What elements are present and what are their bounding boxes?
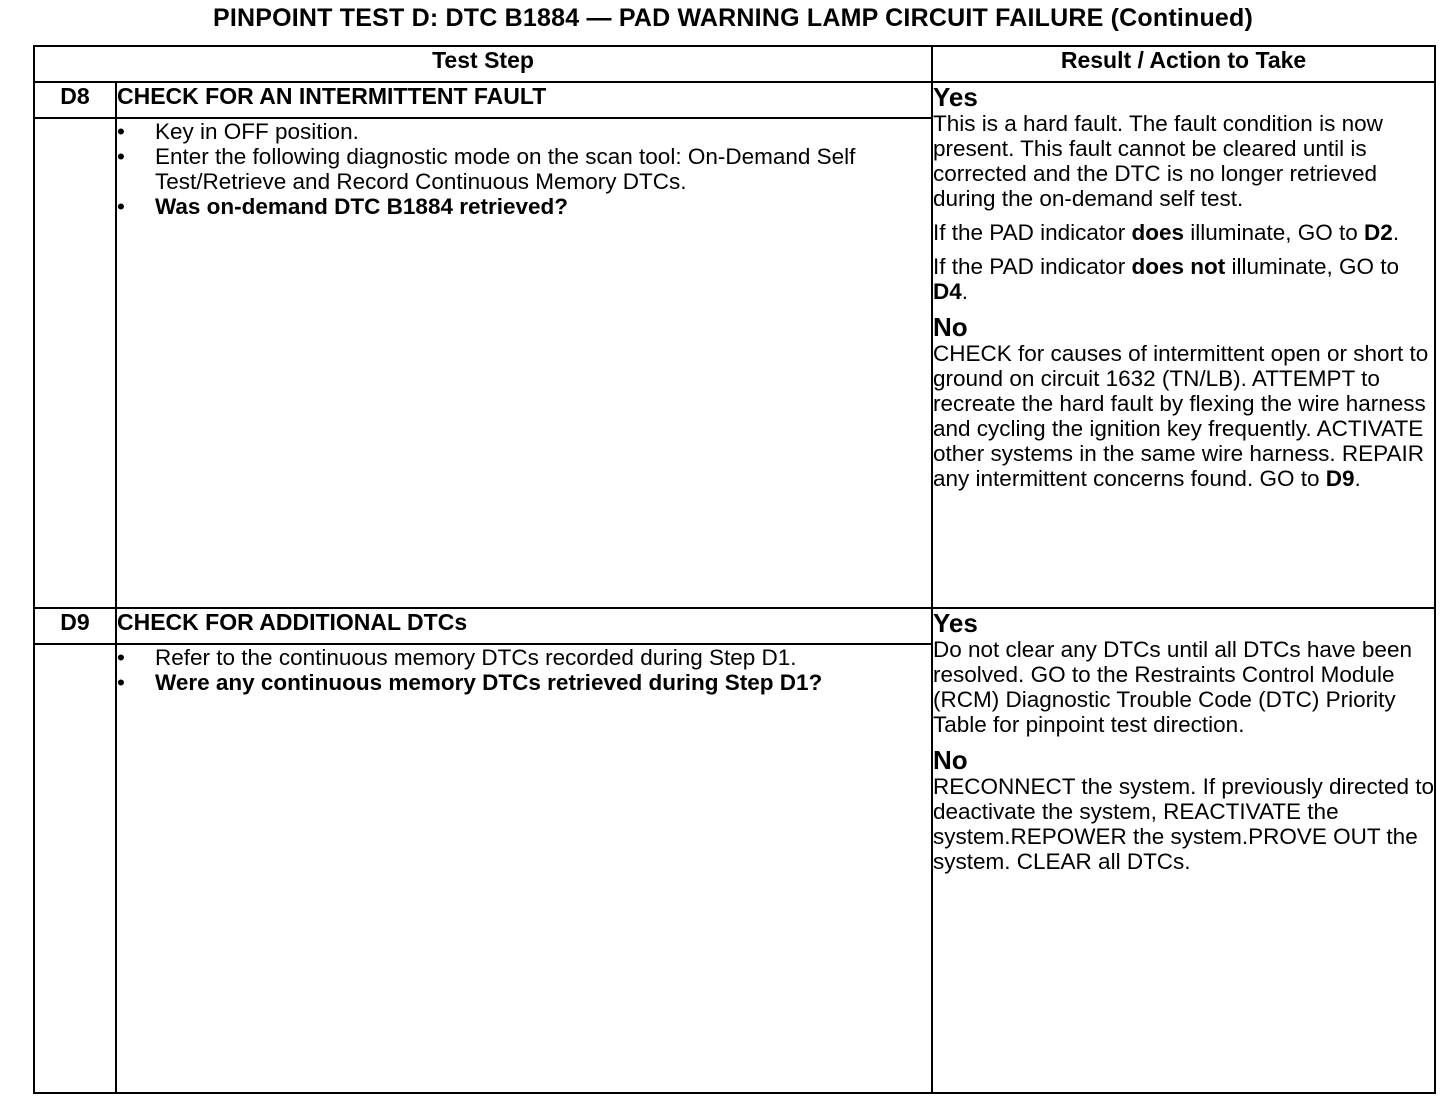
no-label: No [933,312,968,343]
list-item: • Refer to the continuous memory DTCs recorded during Step D1. [117,644,797,670]
step-instructions [116,118,932,607]
pinpoint-test-table [33,45,1436,1094]
step-id-spacer [34,644,116,1093]
step-instructions [116,644,932,1093]
header-result: Result / Action to Take [932,46,1435,82]
yes-label: Yes [933,82,978,113]
list-item: • Was on-demand DTC B1884 retrieved? [117,194,569,220]
step-title: CHECK FOR ADDITIONAL DTCs [116,608,932,644]
page-title: PINPOINT TEST D: DTC B1884 — PAD WARNING LAMP CIRCUIT FAILURE (Continued) [212,4,1254,32]
yes-text: Do not clear any DTCs until all DTCs have been resolved. GO to the Restraints Control Module (RCM) Diagnostic Trouble Code (DTC) Priority Table for pinpoint test direction. [933,636,1412,737]
no-text: RECONNECT the system. If previously directed to deactivate the system, REACTIVATE the system.REPOWER the system.PROVE OUT the system. CLEAR all DTCs. [933,773,1435,874]
yes-text: This is a hard fault. The fault condition is now present. This fault cannot be cleared until is corrected and the DTC is no longer retrieved during the on-demand self test. [933,111,1383,212]
step-result-cell [932,82,1435,608]
yes-label: Yes [933,607,978,638]
yes-goto-d2: If the PAD indicator does illuminate, GO to D2. [933,220,1400,246]
step-title-row [34,82,1435,118]
list-item: • Were any continuous memory DTCs retrieved during Step D1? [117,669,823,695]
bullet-icon: • [117,144,125,170]
bullet-icon: • [117,669,125,695]
header-test-step: Test Step [34,46,932,82]
no-label: No [933,744,968,775]
step-title: CHECK FOR AN INTERMITTENT FAULT [116,82,932,118]
step-id: D9 [34,608,116,644]
bullet-icon: • [117,194,125,220]
table-header-row [34,46,1435,82]
yes-goto-d4: If the PAD indicator does not illuminate, GO to D4. [933,254,1400,305]
step-result-cell [932,608,1435,1093]
step-title-row [34,608,1435,644]
no-text: CHECK for causes of intermittent open or short to ground on circuit 1632 (TN/LB). ATTEMPT to recreate the hard fault by flexing the wire harness and cycling the ignition key frequently. ACTIVATE other systems in the same wire harness. REPAIR any intermittent concerns found. GO to D9. [933,341,1429,492]
list-item: • Enter the following diagnostic mode on the scan tool: On-Demand Self Test/Retrieve and Record Continuous Memory DTCs. [117,144,856,195]
step-id: D8 [34,82,116,118]
bullet-icon: • [117,119,125,145]
step-id-spacer [34,118,116,607]
bullet-icon: • [117,644,125,670]
list-item: • Key in OFF position. [117,119,359,145]
